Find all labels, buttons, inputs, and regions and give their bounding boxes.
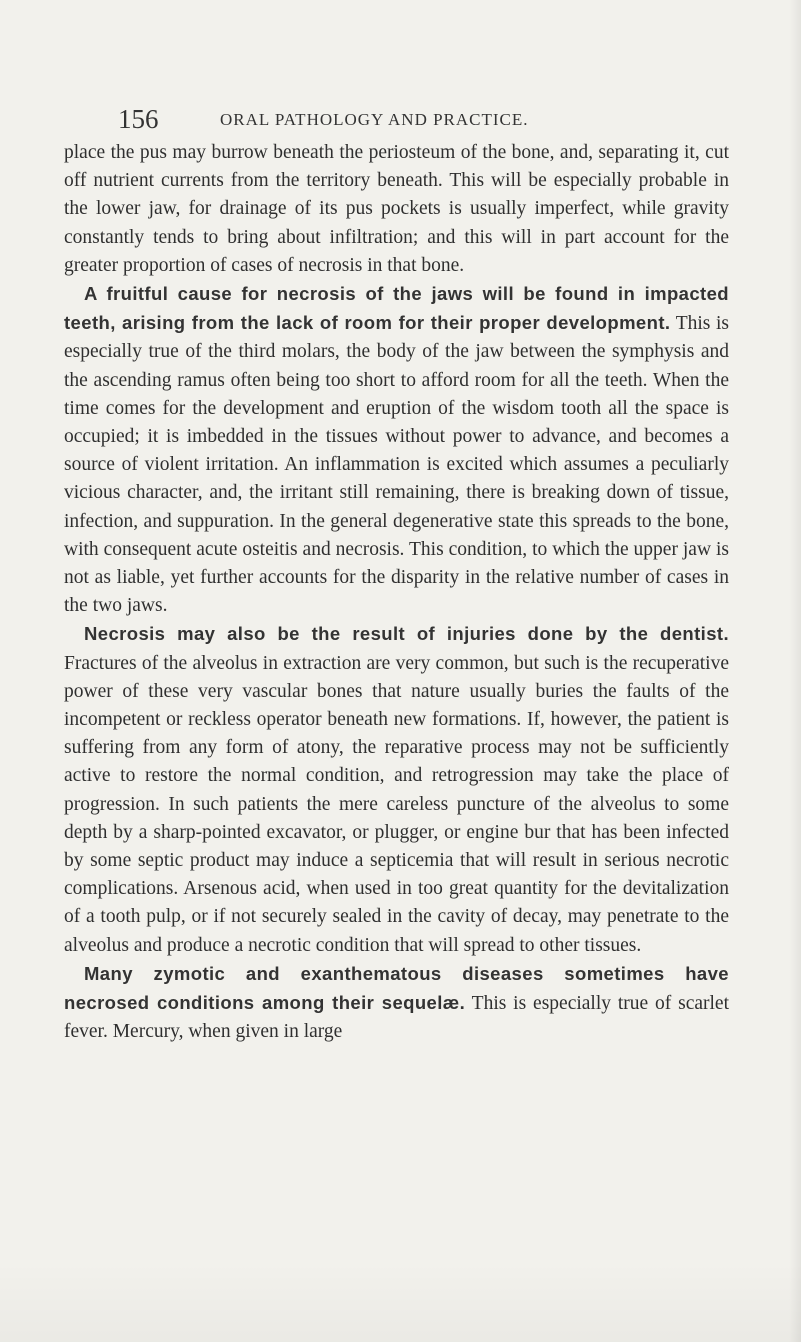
paragraph xyxy=(64,620,729,959)
page-bottom-shadow xyxy=(0,1262,801,1342)
paragraph-lead: A fruitful cause for necrosis of the jaws will be found in impacted teeth, arising from the lack of room for their proper development. xyxy=(64,283,729,334)
page-header xyxy=(118,104,738,134)
paragraph-text: This is especially true of the third molars, the body of the jaw between the symphysis and the ascending ramus often being too short to afford room for all the teeth. When the time comes for the development and eruption of the wisdom tooth all the space is occupied; it is imbedded in the tissues without power to advance, and becomes a source of violent irritation. An inflammation is excited which assumes a peculiarly vicious character, and, the irritant still remaining, there is breaking down of tissue, infection, and suppuration. In the general degenerative state this spreads to the bone, with consequent acute osteitis and necrosis. This condition, to which the upper jaw is not as liable, yet further accounts for the disparity in the relative number of cases in the two jaws. xyxy=(64,313,729,617)
page-number: 156 xyxy=(118,104,159,134)
paragraph xyxy=(64,280,729,620)
paragraph xyxy=(64,139,729,280)
body-text xyxy=(64,139,729,1047)
paragraph-text: Fractures of the alveolus in extraction are very common, but such is the recuperative power of these very vascular bones that nature usually buries the faults of the incompetent or reckless operator beneath new formations. If, however, the patient is suffering from any form of atony, the reparative process may not be sufficiently active to restore the normal condition, and retrogression may take the place of progression. In such patients the mere careless puncture of the alveolus to some depth by a sharp-pointed excavator, or plugger, or engine bur that has been infected by some septic product may induce a septicemia that will result in serious necrotic complications. Arsenous acid, when used in too great quantity for the devitalization of a tooth pulp, or if not securely sealed in the cavity of decay, may penetrate to the alveolus and produce a necrotic condition that will spread to other tissues. xyxy=(64,652,729,956)
paragraph-lead: Many zymotic and exanthematous diseases sometimes have necrosed conditions among their sequelæ. xyxy=(64,962,729,1014)
running-head: ORAL PATHOLOGY AND PRACTICE. xyxy=(220,110,529,129)
page-edge-shadow xyxy=(789,0,801,1342)
paragraph xyxy=(64,960,729,1047)
paragraph-text: place the pus may burrow beneath the periosteum of the bone, and, separating it, cut off nutrient currents from the territory beneath. This will be especially probable in the lower jaw, for drainage of its pus pockets is usually imperfect, while gravity constantly tends to bring about infiltration; and this will in part account for the greater proportion of cases of necrosis in that bone. xyxy=(64,142,729,276)
paragraph-text: This is especially true of scarlet fever. Mercury, when given in large xyxy=(64,993,729,1043)
paragraph-lead: Necrosis may also be the result of injuries done by the dentist. xyxy=(84,623,729,645)
